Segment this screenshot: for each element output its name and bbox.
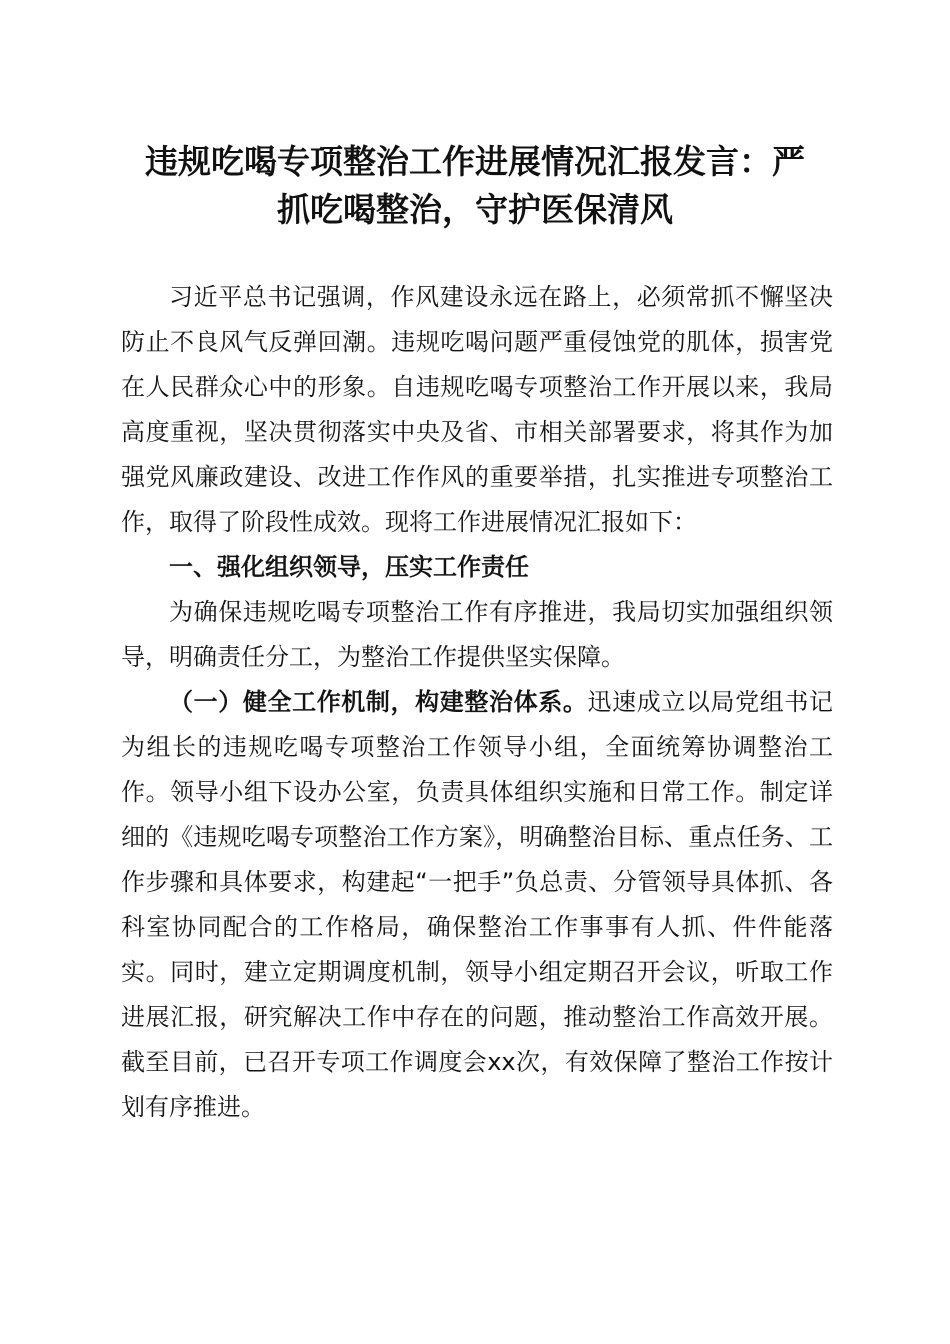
subsection-1-paragraph <box>121 680 833 1130</box>
document-body <box>121 275 833 1130</box>
section-heading-1: 一、强化组织领导，压实工作责任 <box>169 553 529 581</box>
document-title <box>110 138 840 234</box>
subsection-1-text: 迅速成立以局党组书记为组长的违规吃喝专项整治工作领导小组，全面统筹协调整治工作。领导小组下设办公室，负责具体组织实施和日常工作。制定详细的《违规吃喝专项整治工作方案》，明确整治目标、重点任务、工作步骤和具体要求，构建起“一把手”负总责、分管领导具体抓、各科室协同配合的工作格局，确保整治工作事事有人抓、件件能落实。同时，建立定期调度机制，领导小组定期召开会议，听取工作进展汇报，研究解决工作中存在的问题，推动整治工作高效开展。截至目前，已召开专项工作调度会xx次，有效保障了整治工作按计划有序推进。 <box>121 688 834 1121</box>
section-1-paragraph: 为确保违规吃喝专项整治工作有序推进，我局切实加强组织领导，明确责任分工，为整治工作提供坚实保障。 <box>121 598 833 671</box>
intro-paragraph: 习近平总书记强调，作风建设永远在路上，必须常抓不懈坚决防止不良风气反弹回潮。违规吃喝问题严重侵蚀党的肌体，损害党在人民群众心中的形象。自违规吃喝专项整治工作开展以来，我局高度重视，坚决贯彻落实中央及省、市相关部署要求，将其作为加强党风廉政建设、改进工作作风的重要举措，扎实推进专项整治工作，取得了阶段性成效。现将工作进展情况汇报如下： <box>121 283 833 536</box>
title-line-2: 抓吃喝整治，守护医保清风 <box>277 190 673 229</box>
title-line-1: 违规吃喝专项整治工作进展情况汇报发言：严 <box>145 142 805 181</box>
subsection-1-lead: （一）健全工作机制，构建整治体系。 <box>169 688 588 716</box>
